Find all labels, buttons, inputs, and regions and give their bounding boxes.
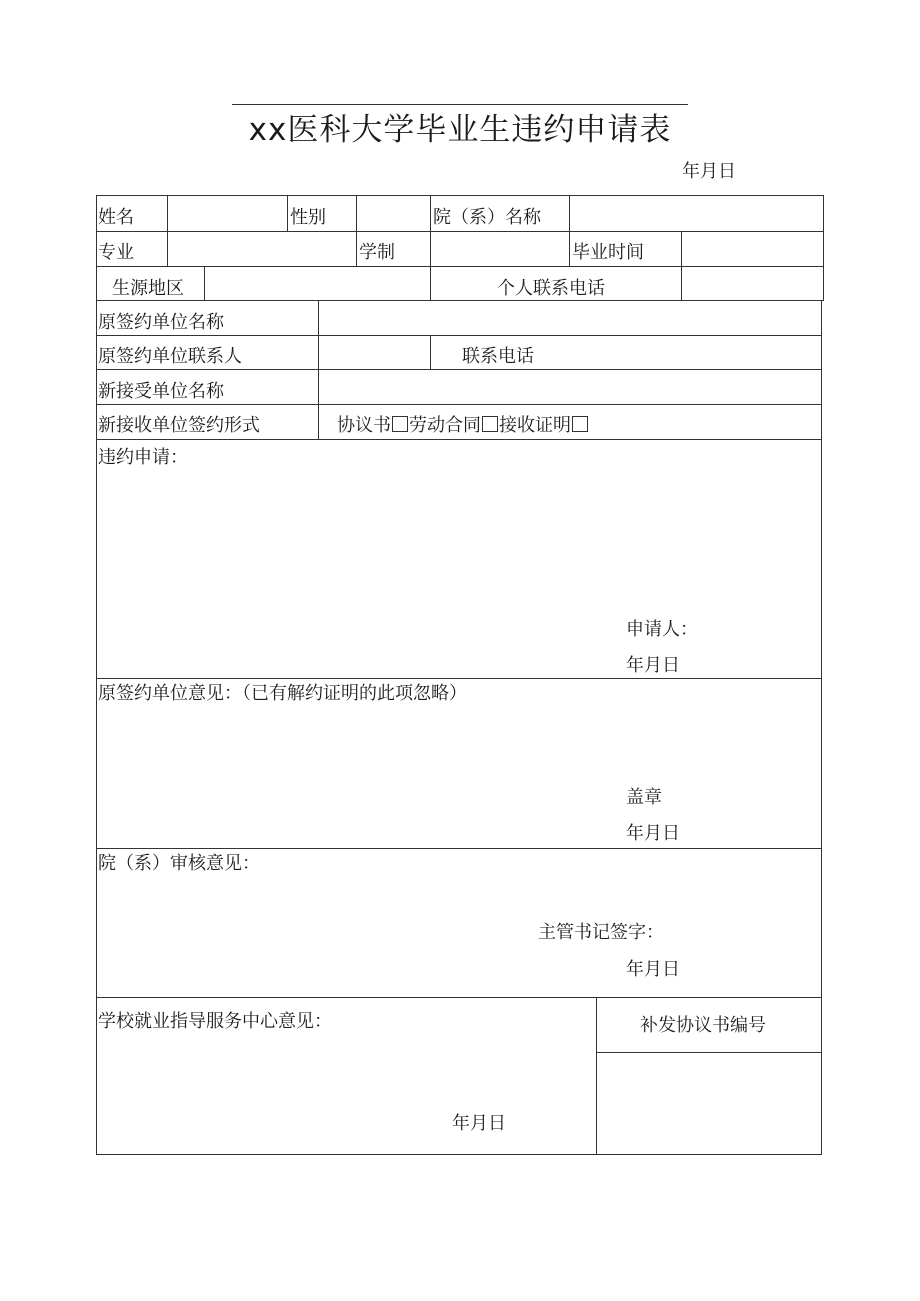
option-labor-contract: 劳动合同: [409, 415, 481, 436]
option-acceptance-proof: 接收证明: [499, 415, 571, 436]
dept-opinion-label: 院（系）审核意见：: [98, 853, 260, 874]
secretary-sign-label: 主管书记签字：: [538, 922, 664, 943]
checkbox-labor-contract[interactable]: [482, 416, 498, 432]
major-label: 专业: [98, 242, 134, 263]
gender-field[interactable]: [357, 196, 430, 231]
reissue-number-label: 补发协议书编号: [640, 1015, 766, 1036]
breach-date: 年月日: [626, 655, 680, 676]
center-opinion-date: 年月日: [452, 1113, 506, 1134]
orig-opinion-textarea[interactable]: [98, 708, 818, 784]
gender-label: 性别: [290, 207, 326, 228]
origin-label: 生源地区: [112, 278, 184, 299]
grad-time-label: 毕业时间: [572, 242, 644, 263]
title-overline: [232, 104, 688, 105]
name-field[interactable]: [168, 196, 287, 231]
center-opinion-textarea[interactable]: [98, 1040, 592, 1106]
new-unit-field[interactable]: [319, 370, 821, 404]
breach-textarea[interactable]: [98, 472, 818, 612]
orig-unit-field[interactable]: [319, 301, 821, 335]
new-unit-label: 新接受单位名称: [98, 381, 224, 402]
sign-form-label: 新接收单位签约形式: [98, 415, 260, 436]
page-title: xx医科大学毕业生违约申请表: [248, 112, 672, 148]
contact-phone-label: 联系电话: [462, 346, 534, 367]
breach-label: 违约申请：: [98, 447, 188, 468]
sign-form-options: [337, 416, 589, 436]
personal-phone-field[interactable]: [682, 267, 823, 300]
contact-phone-field[interactable]: [560, 336, 821, 369]
orig-opinion-label: 原签约单位意见：（已有解约证明的此项忽略）: [98, 683, 467, 704]
seal-label: 盖章: [626, 787, 662, 808]
header-date: 年月日: [682, 161, 736, 182]
orig-contact-label: 原签约单位联系人: [98, 346, 242, 367]
checkbox-acceptance-proof[interactable]: [572, 416, 588, 432]
dept-opinion-date: 年月日: [626, 959, 680, 980]
grad-time-field[interactable]: [682, 232, 823, 266]
orig-opinion-date: 年月日: [626, 823, 680, 844]
name-label: 姓名: [98, 207, 134, 228]
dept-field[interactable]: [570, 196, 823, 231]
option-agreement: 协议书: [337, 415, 391, 436]
orig-contact-field[interactable]: [319, 336, 430, 369]
dept-opinion-textarea[interactable]: [98, 878, 818, 918]
reissue-number-field[interactable]: [597, 1053, 821, 1154]
personal-phone-label: 个人联系电话: [497, 278, 605, 299]
dept-label: 院（系）名称: [433, 207, 541, 228]
orig-unit-label: 原签约单位名称: [98, 312, 224, 333]
duration-field[interactable]: [431, 232, 569, 266]
origin-field[interactable]: [205, 267, 430, 300]
major-field[interactable]: [168, 232, 356, 266]
duration-label: 学制: [359, 242, 395, 263]
applicant-label: 申请人：: [626, 619, 698, 640]
checkbox-agreement[interactable]: [392, 416, 408, 432]
center-opinion-label: 学校就业指导服务中心意见：: [98, 1011, 332, 1032]
